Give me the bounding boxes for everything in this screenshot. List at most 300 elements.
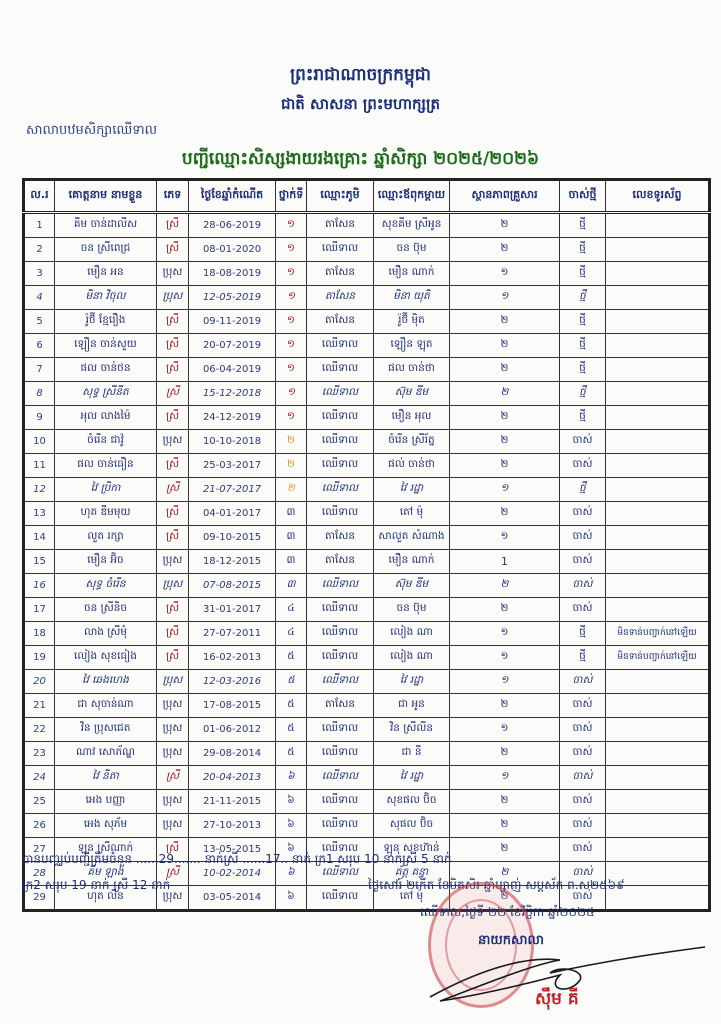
cell-row-number: 6 — [24, 334, 55, 358]
cell-phone-note — [606, 550, 710, 574]
cell-date-of-birth: 10-02-2014 — [189, 862, 276, 886]
cell-parent-name: ចំរើន ស្រីរ័ត្ន — [374, 430, 450, 454]
table-row — [24, 574, 710, 598]
cell-date-of-birth: 07-08-2015 — [189, 574, 276, 598]
cell-family-status: ១ — [450, 286, 560, 310]
cell-row-number: 21 — [24, 694, 55, 718]
cell-old-new-status: ចាស់ — [560, 790, 606, 814]
cell-grade: ៦ — [276, 862, 307, 886]
cell-row-number: 2 — [24, 238, 55, 262]
cell-phone-note — [606, 718, 710, 742]
cell-old-new-status: ចាស់ — [560, 718, 606, 742]
table-row — [24, 814, 710, 838]
cell-date-of-birth: 31-01-2017 — [189, 598, 276, 622]
cell-village: ឈើទាល — [307, 598, 374, 622]
table-row — [24, 526, 710, 550]
cell-grade: ៥ — [276, 670, 307, 694]
cell-parent-name: ចន ប៊ុម — [374, 598, 450, 622]
table-row — [24, 310, 710, 334]
cell-phone-note — [606, 358, 710, 382]
cell-date-of-birth: 12-05-2019 — [189, 286, 276, 310]
cell-row-number: 12 — [24, 478, 55, 502]
cell-date-of-birth: 16-02-2013 — [189, 646, 276, 670]
table-row — [24, 262, 710, 286]
cell-village: តាសែន — [307, 262, 374, 286]
table-row — [24, 430, 710, 454]
cell-family-status: ២ — [450, 334, 560, 358]
cell-grade: ៣ — [276, 574, 307, 598]
cell-parent-name: វៃ រដ្ឋា — [374, 766, 450, 790]
cell-row-number: 11 — [24, 454, 55, 478]
cell-phone-note — [606, 406, 710, 430]
cell-family-status: ២ — [450, 382, 560, 406]
cell-village: ឈើទាល — [307, 430, 374, 454]
table-row — [24, 766, 710, 790]
cell-date-of-birth: 12-03-2016 — [189, 670, 276, 694]
cell-sex: ប្រុស — [157, 550, 189, 574]
cell-date-of-birth: 03-05-2014 — [189, 886, 276, 911]
cell-date-of-birth: 20-04-2013 — [189, 766, 276, 790]
cell-row-number: 14 — [24, 526, 55, 550]
table-row — [24, 502, 710, 526]
cell-sex: ប្រុស — [157, 742, 189, 766]
cell-row-number: 9 — [24, 406, 55, 430]
cell-village: ឈើទាល — [307, 862, 374, 886]
cell-student-name: មឿន អ៊ិច — [55, 550, 157, 574]
cell-phone-note — [606, 814, 710, 838]
cell-phone-note — [606, 598, 710, 622]
cell-student-name: រ៉ូថ៊ី ខ្មែរឿង — [55, 310, 157, 334]
cell-old-new-status: ចាស់ — [560, 886, 606, 911]
cell-parent-name: តៅ ម៉ុ — [374, 502, 450, 526]
table-header-row — [24, 180, 710, 213]
cell-student-name: ចន ស្រីនិច — [55, 598, 157, 622]
cell-grade: ១ — [276, 382, 307, 406]
cell-sex: ប្រុស — [157, 790, 189, 814]
table-row — [24, 646, 710, 670]
cell-phone-note — [606, 574, 710, 598]
cell-grade: ២ — [276, 454, 307, 478]
col-header-grade: ថ្នាក់ទី — [276, 180, 307, 213]
cell-family-status: ២ — [450, 358, 560, 382]
cell-grade: ៦ — [276, 886, 307, 911]
col-header-phone: លេខទូរស័ព្ទ — [606, 180, 710, 213]
cell-student-name: ឡុន ស្រីណាក់ — [55, 838, 157, 862]
cell-grade: ៥ — [276, 742, 307, 766]
cell-parent-name: មឿន អុល — [374, 406, 450, 430]
table-row — [24, 358, 710, 382]
table-row — [24, 718, 710, 742]
col-header-no: ល.រ — [24, 180, 55, 213]
cell-row-number: 7 — [24, 358, 55, 382]
cell-sex: ស្រី — [157, 382, 189, 406]
cell-date-of-birth: 10-10-2018 — [189, 430, 276, 454]
cell-student-name: អុល លាងម៉ៃ — [55, 406, 157, 430]
cell-date-of-birth: 27-07-2011 — [189, 622, 276, 646]
cell-grade: ៣ — [276, 550, 307, 574]
cell-grade: ៦ — [276, 766, 307, 790]
cell-village: ឈើទាល — [307, 478, 374, 502]
table-row — [24, 238, 710, 262]
cell-grade: ៥ — [276, 646, 307, 670]
cell-date-of-birth: 13-05-2015 — [189, 838, 276, 862]
cell-phone-note — [606, 334, 710, 358]
cell-sex: ប្រុស — [157, 286, 189, 310]
cell-parent-name: ឡឿន ឡុត — [374, 334, 450, 358]
cell-grade: ១ — [276, 238, 307, 262]
cell-old-new-status: ចាស់ — [560, 430, 606, 454]
cell-family-status: ២ — [450, 310, 560, 334]
cell-student-name: សុទ្ធ ចំរើន — [55, 574, 157, 598]
school-name: សាលាបឋមសិក្សាឈើទាល — [26, 123, 157, 138]
cell-row-number: 22 — [24, 718, 55, 742]
col-header-parent: ឈ្មោះឪពុកម្ដាយ — [374, 180, 450, 213]
cell-sex: ស្រី — [157, 310, 189, 334]
cell-parent-name: ឡុន សុខហ៊ាន់ — [374, 838, 450, 862]
cell-old-new-status: ចាស់ — [560, 742, 606, 766]
cell-village: ឈើទាល — [307, 382, 374, 406]
cell-family-status: ២ — [450, 430, 560, 454]
cell-old-new-status: ចាស់ — [560, 598, 606, 622]
cell-phone-note — [606, 790, 710, 814]
col-header-name: គោត្តនាម នាមខ្លួន — [55, 180, 157, 213]
lunar-date: ថ្ងៃសៅរ៍ ២កើត ខែមិគសិរ ឆ្នាំម្សាញ់ សប្តស័ក ព.ស២៥៦៩ — [368, 878, 625, 892]
cell-old-new-status: ចាស់ — [560, 838, 606, 862]
cell-old-new-status: ចាស់ — [560, 670, 606, 694]
cell-old-new-status: ថ្មី — [560, 478, 606, 502]
col-header-old-new: ចាស់ថ្មី — [560, 180, 606, 213]
cell-family-status: ២ — [450, 213, 560, 238]
cell-grade: ៦ — [276, 838, 307, 862]
table-row — [24, 334, 710, 358]
cell-village: ឈើទាល — [307, 406, 374, 430]
cell-sex: ស្រី — [157, 238, 189, 262]
cell-date-of-birth: 15-12-2018 — [189, 382, 276, 406]
cell-parent-name: ផល់ ចាន់ថា — [374, 454, 450, 478]
cell-student-name: ផល ចាន់ធឿន — [55, 454, 157, 478]
cell-grade: ៦ — [276, 790, 307, 814]
cell-parent-name: សុខផល ប៊ិច — [374, 790, 450, 814]
cell-old-new-status: ចាស់ — [560, 766, 606, 790]
cell-village: តាសែន — [307, 550, 374, 574]
table-row — [24, 694, 710, 718]
cell-village: តាសែន — [307, 526, 374, 550]
table-row — [24, 286, 710, 310]
table-row — [24, 454, 710, 478]
cell-student-name: ណាវ សោភ័ណ្ឌ — [55, 742, 157, 766]
cell-family-status: ១ — [450, 670, 560, 694]
cell-student-name: សុទ្ធ ស្រីនីត — [55, 382, 157, 406]
cell-phone-note — [606, 430, 710, 454]
cell-family-status: ១ — [450, 526, 560, 550]
cell-student-name: គីម ចាន់ដាលីស — [55, 213, 157, 238]
cell-grade: ៤ — [276, 622, 307, 646]
cell-grade: ១ — [276, 262, 307, 286]
cell-phone-note — [606, 310, 710, 334]
cell-sex: ស្រី — [157, 406, 189, 430]
cell-sex: ស្រី — [157, 526, 189, 550]
cell-family-status: ១ — [450, 262, 560, 286]
cell-row-number: 27 — [24, 838, 55, 862]
cell-student-name: ហុត លីន — [55, 886, 157, 911]
cell-old-new-status: ចាស់ — [560, 502, 606, 526]
cell-student-name: វៃ ប្រិកា — [55, 478, 157, 502]
cell-old-new-status: ចាស់ — [560, 694, 606, 718]
cell-parent-name: ចន ប៊ុម — [374, 238, 450, 262]
cell-parent-name: មឿន ណាក់ — [374, 262, 450, 286]
col-header-sex: ភេទ — [157, 180, 189, 213]
cell-sex: ស្រី — [157, 766, 189, 790]
cell-student-name: គីម ឡាង — [55, 862, 157, 886]
cell-sex: ស្រី — [157, 646, 189, 670]
cell-phone-note — [606, 382, 710, 406]
signer-role: នាយកសាលា — [478, 933, 545, 948]
cell-village: ឈើទាល — [307, 886, 374, 911]
cell-row-number: 24 — [24, 766, 55, 790]
cell-grade: ៦ — [276, 814, 307, 838]
cell-row-number: 26 — [24, 814, 55, 838]
cell-parent-name: គ័ត្ត គន្ធា — [374, 862, 450, 886]
cell-grade: ១ — [276, 286, 307, 310]
cell-phone-note: មិនទាន់បញ្ជាក់នៅឡើយ — [606, 646, 710, 670]
cell-family-status: ២ — [450, 238, 560, 262]
cell-grade: ២ — [276, 478, 307, 502]
cell-phone-note — [606, 502, 710, 526]
cell-row-number: 15 — [24, 550, 55, 574]
cell-village: ឈើទាល — [307, 454, 374, 478]
cell-parent-name: វៃ រដ្ឋា — [374, 670, 450, 694]
cell-parent-name: សុខគីម ស្រីអូន — [374, 213, 450, 238]
cell-row-number: 29 — [24, 886, 55, 911]
cell-date-of-birth: 21-11-2015 — [189, 790, 276, 814]
cell-student-name: អេង បញ្ញា — [55, 790, 157, 814]
cell-row-number: 28 — [24, 862, 55, 886]
cell-date-of-birth: 09-11-2019 — [189, 310, 276, 334]
student-list-table — [22, 178, 711, 912]
cell-family-status: ២ — [450, 502, 560, 526]
cell-date-of-birth: 24-12-2019 — [189, 406, 276, 430]
cell-family-status: ២ — [450, 598, 560, 622]
cell-row-number: 16 — [24, 574, 55, 598]
cell-sex: ស្រី — [157, 478, 189, 502]
cell-date-of-birth: 27-10-2013 — [189, 814, 276, 838]
cell-grade: ១ — [276, 406, 307, 430]
col-header-dob: ថ្ងៃខែឆ្នាំកំណើត — [189, 180, 276, 213]
cell-family-status: ១ — [450, 766, 560, 790]
cell-village: ឈើទាល — [307, 742, 374, 766]
cell-sex: ស្រី — [157, 502, 189, 526]
document-title: បញ្ជីឈ្មោះសិស្សងាយរងគ្រោះ ឆ្នាំសិក្សា ២០២៥/២០២៦ — [181, 149, 540, 169]
cell-parent-name: ជា អូន — [374, 694, 450, 718]
cell-village: ឈើទាល — [307, 718, 374, 742]
cell-date-of-birth: 09-10-2015 — [189, 526, 276, 550]
cell-parent-name: វៃ រដ្ឋា — [374, 478, 450, 502]
cell-village: ឈើទាល — [307, 646, 374, 670]
cell-sex: ស្រី — [157, 862, 189, 886]
cell-old-new-status: ថ្មី — [560, 358, 606, 382]
cell-village: ឈើទាល — [307, 838, 374, 862]
national-motto: ជាតិ សាសនា ព្រះមហាក្សត្រ — [281, 95, 440, 113]
cell-sex: ស្រី — [157, 598, 189, 622]
cell-parent-name: ផល ចាន់ថា — [374, 358, 450, 382]
cell-family-status: ២ — [450, 406, 560, 430]
table-row — [24, 790, 710, 814]
cell-old-new-status: ថ្មី — [560, 646, 606, 670]
cell-date-of-birth: 17-08-2015 — [189, 694, 276, 718]
cell-student-name: ផល ចាន់ថន — [55, 358, 157, 382]
cell-sex: ស្រី — [157, 358, 189, 382]
cell-sex: ស្រី — [157, 213, 189, 238]
cell-village: ឈើទាល — [307, 814, 374, 838]
cell-grade: ១ — [276, 334, 307, 358]
cell-old-new-status: ចាស់ — [560, 862, 606, 886]
summary-line-1: បានបញ្ឈប់បញ្ជីត្រឹមចំនួន ......29....... នាក់ស្រី ......17.. នាក់ ក្រ1 សរុប 10 នាក់ស្រី 5 នាក់ — [22, 852, 452, 866]
cell-student-name: លៀង សុខធៀង — [55, 646, 157, 670]
cell-sex: ប្រុស — [157, 886, 189, 911]
table-row — [24, 550, 710, 574]
cell-phone-note — [606, 286, 710, 310]
cell-row-number: 8 — [24, 382, 55, 406]
cell-parent-name: តៅ ម៉ុ — [374, 886, 450, 911]
cell-village: ឈើទាល — [307, 334, 374, 358]
cell-row-number: 18 — [24, 622, 55, 646]
col-header-family-status: ស្ថានភាពគ្រួសារ — [450, 180, 560, 213]
cell-parent-name: ស៊ុម ឌីម — [374, 574, 450, 598]
cell-sex: ប្រុស — [157, 670, 189, 694]
cell-old-new-status: ថ្មី — [560, 213, 606, 238]
cell-family-status: ១ — [450, 622, 560, 646]
cell-parent-name: មឿន ណាក់ — [374, 550, 450, 574]
table-row — [24, 478, 710, 502]
cell-grade: ១ — [276, 213, 307, 238]
cell-phone-note — [606, 526, 710, 550]
cell-row-number: 1 — [24, 213, 55, 238]
cell-phone-note — [606, 670, 710, 694]
cell-row-number: 25 — [24, 790, 55, 814]
cell-student-name: អេង សុភ័ម — [55, 814, 157, 838]
cell-village: តាសែន — [307, 213, 374, 238]
cell-family-status: ២ — [450, 694, 560, 718]
table-row — [24, 742, 710, 766]
cell-date-of-birth: 08-01-2020 — [189, 238, 276, 262]
cell-family-status: ២ — [450, 454, 560, 478]
cell-phone-note — [606, 694, 710, 718]
cell-date-of-birth: 20-07-2019 — [189, 334, 276, 358]
cell-village: ឈើទាល — [307, 574, 374, 598]
cell-row-number: 3 — [24, 262, 55, 286]
col-header-village: ឈ្មោះភូមិ — [307, 180, 374, 213]
table-row — [24, 670, 710, 694]
cell-student-name: វៃ និតា — [55, 766, 157, 790]
table-row — [24, 382, 710, 406]
table-row — [24, 213, 710, 238]
cell-old-new-status: ថ្មី — [560, 382, 606, 406]
cell-village: ឈើទាល — [307, 622, 374, 646]
cell-sex: ប្រុស — [157, 718, 189, 742]
cell-date-of-birth: 18-08-2019 — [189, 262, 276, 286]
cell-student-name: វិន ប្រុសជេត — [55, 718, 157, 742]
cell-village: ឈើទាល — [307, 502, 374, 526]
cell-sex: ប្រុស — [157, 814, 189, 838]
cell-date-of-birth: 29-08-2014 — [189, 742, 276, 766]
signer-name: ស៊ឹម គី — [535, 989, 579, 1009]
cell-parent-name: ជា នី — [374, 742, 450, 766]
cell-old-new-status: ថ្មី — [560, 286, 606, 310]
cell-family-status: ១ — [450, 646, 560, 670]
cell-student-name: ចំរើន ជាវ៉ូ — [55, 430, 157, 454]
cell-student-name: លាង ស្រីមុំ — [55, 622, 157, 646]
cell-sex: ប្រុស — [157, 430, 189, 454]
cell-old-new-status: ថ្មី — [560, 310, 606, 334]
cell-sex: ស្រី — [157, 454, 189, 478]
cell-parent-name: មិនា យុតិ — [374, 286, 450, 310]
cell-row-number: 13 — [24, 502, 55, 526]
cell-old-new-status: ថ្មី — [560, 622, 606, 646]
cell-parent-name: លៀង ណា — [374, 622, 450, 646]
cell-phone-note — [606, 454, 710, 478]
cell-sex: ស្រី — [157, 334, 189, 358]
cell-phone-note — [606, 238, 710, 262]
place-date: ឈើទាល,ថ្ងៃទី ២២ ខែវិច្ឆិកា ឆ្នាំ២០២៥ — [420, 905, 595, 919]
cell-phone-note — [606, 742, 710, 766]
cell-row-number: 19 — [24, 646, 55, 670]
cell-sex: ប្រុស — [157, 574, 189, 598]
cell-sex: ប្រុស — [157, 694, 189, 718]
cell-family-status: ២ — [450, 886, 560, 911]
cell-phone-note — [606, 262, 710, 286]
cell-grade: ៥ — [276, 694, 307, 718]
cell-student-name: មិនា វិចុល — [55, 286, 157, 310]
cell-row-number: 5 — [24, 310, 55, 334]
cell-village: ឈើទាល — [307, 358, 374, 382]
cell-phone-note — [606, 478, 710, 502]
table-row — [24, 406, 710, 430]
cell-row-number: 20 — [24, 670, 55, 694]
cell-grade: ២ — [276, 430, 307, 454]
cell-village: តាសែន — [307, 286, 374, 310]
cell-family-status: ២ — [450, 742, 560, 766]
cell-phone-note — [606, 766, 710, 790]
cell-date-of-birth: 01-06-2012 — [189, 718, 276, 742]
cell-grade: ១ — [276, 358, 307, 382]
table-row — [24, 622, 710, 646]
cell-old-new-status: ចាស់ — [560, 814, 606, 838]
cell-family-status: ២ — [450, 574, 560, 598]
cell-student-name: ជា សុចាន់ណា — [55, 694, 157, 718]
cell-parent-name: សាលួត សំណាង — [374, 526, 450, 550]
cell-student-name: វៃ ឆេងហេង — [55, 670, 157, 694]
cell-family-status: ១ — [450, 718, 560, 742]
cell-date-of-birth: 06-04-2019 — [189, 358, 276, 382]
cell-student-name: លួត រក្សា — [55, 526, 157, 550]
cell-grade: ៣ — [276, 502, 307, 526]
cell-parent-name: វិន ស្រីលីន — [374, 718, 450, 742]
table-body — [24, 213, 710, 911]
cell-date-of-birth: 18-12-2015 — [189, 550, 276, 574]
cell-old-new-status: ថ្មី — [560, 238, 606, 262]
cell-parent-name: ស៊ុម ឌីម — [374, 382, 450, 406]
cell-sex: ប្រុស — [157, 262, 189, 286]
cell-row-number: 4 — [24, 286, 55, 310]
cell-family-status: ១ — [450, 478, 560, 502]
cell-phone-note: មិនទាន់បញ្ជាក់នៅឡើយ — [606, 622, 710, 646]
cell-old-new-status: ចាស់ — [560, 454, 606, 478]
cell-village: តាសែន — [307, 694, 374, 718]
cell-student-name: មឿន អន — [55, 262, 157, 286]
cell-old-new-status: ចាស់ — [560, 526, 606, 550]
cell-parent-name: សុផល ប៊ិច — [374, 814, 450, 838]
cell-student-name: ឡឿន ចាន់សួយ — [55, 334, 157, 358]
